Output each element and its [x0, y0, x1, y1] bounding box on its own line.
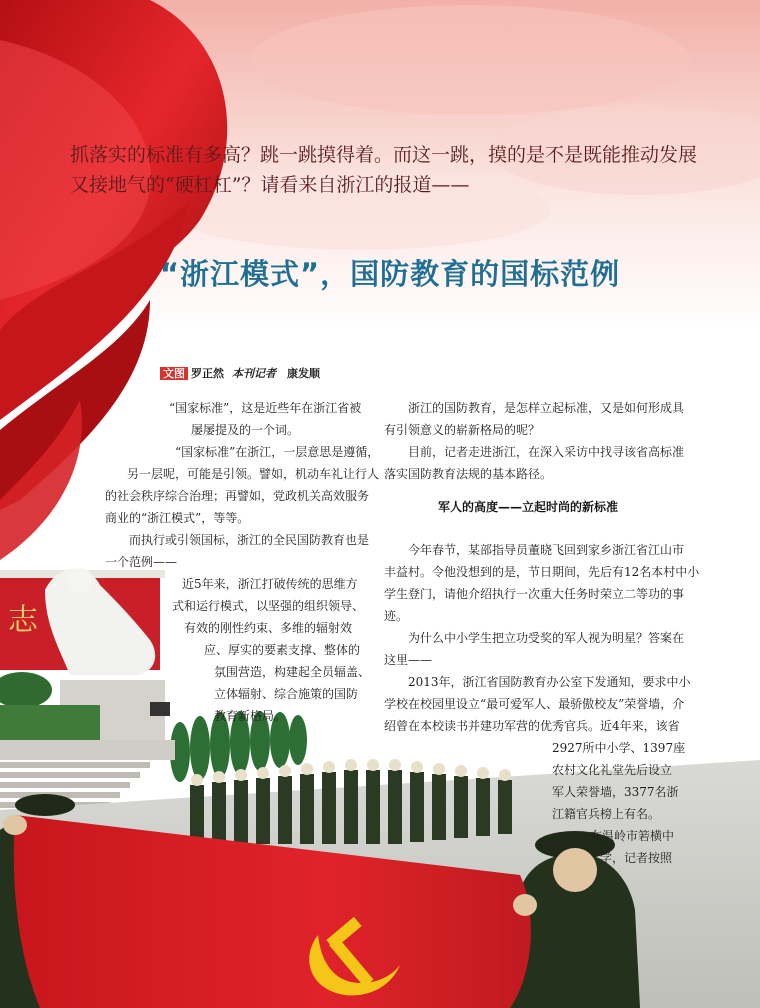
section-subheading: 军人的高度——立起时尚的新标准	[438, 500, 619, 514]
svg-text:志: 志	[8, 603, 38, 638]
paragraph	[384, 441, 684, 485]
page-title: “浙江模式”，国防教育的国标范例	[160, 257, 621, 291]
text-line: 一个范例——	[105, 555, 178, 569]
text-line: 2013年，浙江省国防教育办公室下发通知，要求中小	[408, 675, 691, 689]
text-line: 学校在校园里设立“最可爱军人、最骄傲校友”荣誉墙，介	[384, 697, 685, 711]
text-line: 今年春节，某部指导员董晓飞回到家乡浙江省江山市	[408, 543, 685, 557]
text-line: 氛围营造，构建起全员辐盖、	[214, 665, 371, 679]
paragraph	[384, 627, 684, 671]
text-line: 农村文化礼堂先后设立	[552, 763, 673, 777]
byline-role: 本刊记者	[232, 367, 276, 380]
paragraph	[384, 539, 699, 627]
text-line: 屡屡提及的一个词。	[191, 423, 300, 437]
text-line: 有效的刚性约束、多维的辐射效	[184, 621, 353, 635]
text-line: “国家标准”在浙江，一层意思是遵循，	[175, 445, 380, 459]
text-line: 近5年来，浙江打破传统的思维方	[182, 577, 358, 591]
text-line: 迹。	[384, 609, 409, 623]
text-line: 江籍官兵榜上有名。	[552, 807, 661, 821]
text-line: 绍曾在本校读书并建功军营的优秀官兵。近4年来，该省	[384, 719, 680, 733]
paragraph	[170, 573, 370, 727]
text-line: 的社会秩序综合治理；再譬如，党政机关高效服务	[105, 489, 370, 503]
lead-paragraph	[70, 140, 700, 200]
text-line: 这里——	[384, 653, 433, 667]
text-line: 落实国防教育法规的基本路径。	[384, 467, 553, 481]
text-line: 立体辐射、综合施策的国防	[214, 687, 359, 701]
text-line: 军人荣誉墙，3377名浙	[552, 785, 679, 799]
text-line: 有引领意义的崭新格局的呢？	[384, 423, 541, 437]
text-line: 另一层呢，可能是引领。譬如，机动车礼让行人	[127, 467, 380, 481]
paragraph	[384, 671, 691, 737]
text-line: 丰益村。令他没想到的是，节日期间，先后有12名本村中小	[384, 565, 700, 579]
byline	[160, 365, 320, 381]
text-line: 式和运行模式，以坚强的组织领导、	[172, 599, 365, 613]
text-line: 商业的“浙江模式”，等等。	[105, 511, 250, 525]
text-line: 而执行或引领国标，浙江的全民国防教育也是	[129, 533, 370, 547]
lead-line: 抓落实的标准有多高？跳一跳摸得着。而这一跳，摸的是不是既能推动发展	[70, 144, 698, 166]
paragraph	[125, 397, 361, 441]
paragraph	[552, 737, 685, 825]
byline-author: 罗正然	[191, 367, 224, 380]
text-line: 在温岭市箬横中	[590, 829, 675, 843]
text-line: 应、厚实的要素支撑、整体的	[204, 643, 361, 657]
text-line: 学生登门，请他介绍执行一次重大任务时荣立二等功的事	[384, 587, 685, 601]
byline-tag: 文图	[160, 367, 188, 380]
text-line: “国家标准”，这是近些年在浙江省被	[169, 401, 362, 415]
paragraph	[384, 397, 684, 441]
text-line: 学，记者按照	[600, 851, 673, 865]
paragraph	[590, 825, 674, 869]
byline-author: 康发顺	[287, 367, 320, 380]
text-line: 2927所中小学、1397座	[552, 741, 686, 755]
text-line: 教育新格局。	[214, 709, 287, 723]
lead-line: 又接地气的“硬杠杠”？请看来自浙江的报道——	[70, 174, 470, 196]
paragraph	[105, 441, 379, 529]
paragraph	[105, 529, 369, 573]
text-line: 目前，记者走进浙江，在深入采访中找寻该省高标准	[408, 445, 685, 459]
text-line: 浙江的国防教育，是怎样立起标准，又是如何形成具	[408, 401, 685, 415]
text-line: 为什么中小学生把立功受奖的军人视为明星？答案在	[408, 631, 685, 645]
